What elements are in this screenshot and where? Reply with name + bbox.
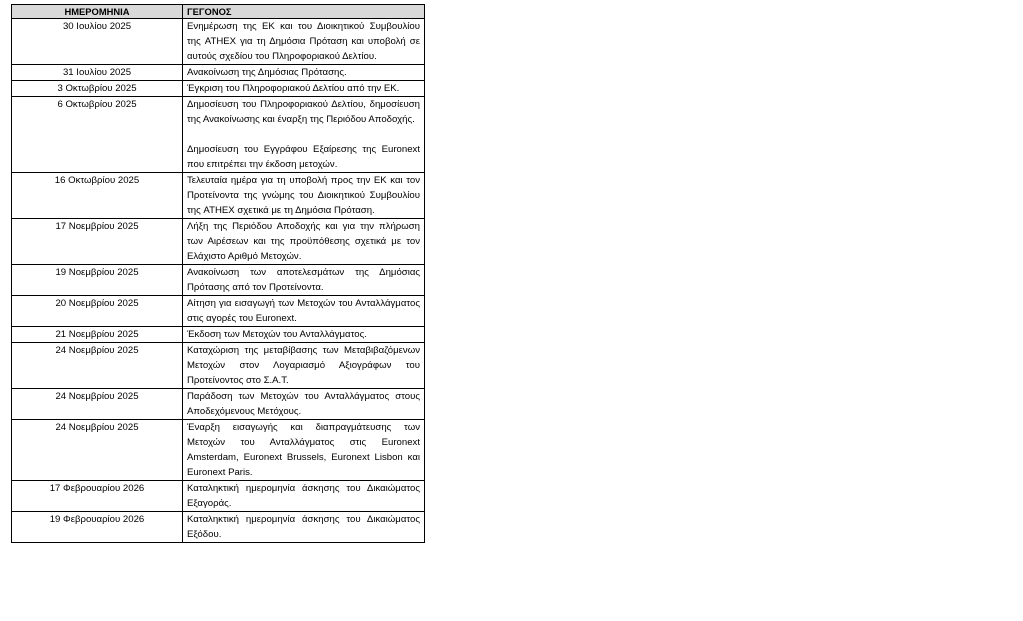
event-paragraph: Καταχώριση της μεταβίβασης των Μεταβιβαζόμενων Μετοχών στον Λογαριασμό Αξιογράφων του Προτείνοντος στο Σ.Α.Τ.: [187, 345, 420, 386]
header-date: ΗΜΕΡΟΜΗΝΙΑ: [12, 5, 183, 19]
event-paragraph: Λήξη της Περιόδου Αποδοχής και για την πλήρωση των Αιρέσεων και της προϋπόθεσης σχετικά με τον Ελάχιστο Αριθμό Μετοχών.: [187, 221, 420, 262]
row-date: 24 Νοεμβρίου 2025: [12, 389, 183, 420]
row-event: [183, 327, 425, 343]
event-paragraph: Δημοσίευση του Εγγράφου Εξαίρεσης της Euronext που επιτρέπει την έκδοση μετοχών.: [187, 144, 420, 170]
row-date: 24 Νοεμβρίου 2025: [12, 420, 183, 481]
event-paragraph: Ενημέρωση της ΕΚ και του Διοικητικού Συμβουλίου της ATHEX για τη Δημόσια Πρόταση και υποβολή σε αυτούς σχεδίου του Πληροφοριακού Δελτίου.: [187, 21, 420, 62]
row-date: 17 Φεβρουαρίου 2026: [12, 481, 183, 512]
row-date: 19 Νοεμβρίου 2025: [12, 265, 183, 296]
row-date: 21 Νοεμβρίου 2025: [12, 327, 183, 343]
row-event: [183, 173, 425, 219]
row-date: 6 Οκτωβρίου 2025: [12, 97, 183, 173]
row-event: [183, 512, 425, 543]
row-date: 30 Ιουλίου 2025: [12, 19, 183, 65]
row-date: 3 Οκτωβρίου 2025: [12, 81, 183, 97]
event-paragraph: Καταληκτική ημερομηνία άσκησης του Δικαιώματος Εξαγοράς.: [187, 483, 420, 509]
row-event: [183, 296, 425, 327]
table-header-row: [12, 5, 425, 19]
event-paragraph: Δημοσίευση του Πληροφοριακού Δελτίου, δημοσίευση της Ανακοίνωσης και έναρξη της Περιόδου Αποδοχής.: [187, 99, 420, 125]
table-row: [12, 97, 425, 173]
row-date: 17 Νοεμβρίου 2025: [12, 219, 183, 265]
table-row: [12, 173, 425, 219]
row-event: [183, 65, 425, 81]
row-event: [183, 19, 425, 65]
table-row: [12, 420, 425, 481]
header-event: ΓΕΓΟΝΟΣ: [183, 5, 425, 19]
event-paragraph: Καταληκτική ημερομηνία άσκησης του Δικαιώματος Εξόδου.: [187, 514, 420, 540]
timeline-rows: [12, 19, 425, 543]
row-event: [183, 343, 425, 389]
table-row: [12, 481, 425, 512]
row-date: 16 Οκτωβρίου 2025: [12, 173, 183, 219]
table-row: [12, 296, 425, 327]
table-row: [12, 343, 425, 389]
table-row: [12, 327, 425, 343]
table-row: [12, 219, 425, 265]
event-paragraph: Έναρξη εισαγωγής και διαπραγμάτευσης των Μετοχών του Ανταλλάγματος στις Euronext Amsterdam, Euronext Brussels, Euronext Lisbon και Euronext Paris.: [187, 422, 420, 478]
row-event: [183, 481, 425, 512]
row-date: 31 Ιουλίου 2025: [12, 65, 183, 81]
table-row: [12, 19, 425, 65]
event-paragraph: Τελευταία ημέρα για τη υποβολή προς την ΕΚ και τον Προτείνοντα της γνώμης του Διοικητικού Συμβουλίου της ATHEX σχετικά με τη Δημόσια Πρόταση.: [187, 175, 420, 216]
table-row: [12, 265, 425, 296]
event-paragraph: Αίτηση για εισαγωγή των Μετοχών του Ανταλλάγματος στις αγορές του Euronext.: [187, 298, 420, 324]
table-row: [12, 81, 425, 97]
table-row: [12, 512, 425, 543]
row-date: 20 Νοεμβρίου 2025: [12, 296, 183, 327]
table-row: [12, 65, 425, 81]
event-paragraph: Ανακοίνωση της Δημόσιας Πρότασης.: [187, 67, 347, 78]
row-event: [183, 420, 425, 481]
event-paragraph: Έγκριση του Πληροφοριακού Δελτίου από την ΕΚ.: [187, 83, 400, 94]
event-paragraph: Έκδοση των Μετοχών του Ανταλλάγματος.: [187, 329, 367, 340]
event-paragraph: Παράδοση των Μετοχών του Ανταλλάγματος στους Αποδεχόμενους Μετόχους.: [187, 391, 420, 417]
row-event: [183, 265, 425, 296]
event-paragraph: Ανακοίνωση των αποτελεσμάτων της Δημόσιας Πρότασης από τον Προτείνοντα.: [187, 267, 420, 293]
table-row: [12, 389, 425, 420]
row-date: 19 Φεβρουαρίου 2026: [12, 512, 183, 543]
row-event: [183, 81, 425, 97]
row-event: [183, 97, 425, 173]
row-date: 24 Νοεμβρίου 2025: [12, 343, 183, 389]
row-event: [183, 219, 425, 265]
timeline-table: [11, 4, 425, 543]
row-event: [183, 389, 425, 420]
